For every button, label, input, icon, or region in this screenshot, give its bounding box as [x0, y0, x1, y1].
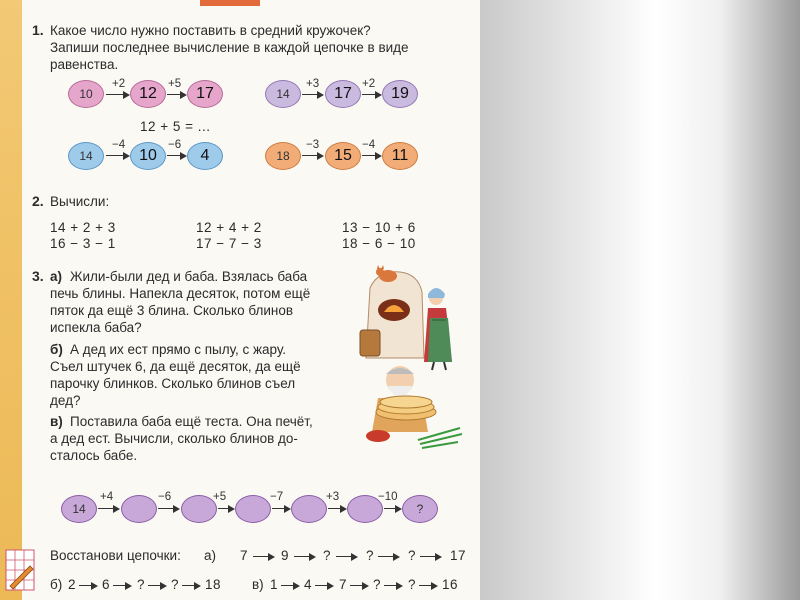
task3-a-label: а) [50, 269, 63, 284]
long-chain-op-3: +5 [213, 491, 227, 503]
long-chain-arrow-5 [328, 508, 345, 509]
restore-b-arrow-3 [148, 585, 165, 586]
chain-c-oval-1: 14 [68, 142, 104, 170]
chain-c-arrow-2 [167, 155, 185, 156]
restore-c-label: в) [252, 577, 264, 592]
chain-d-oval-2: 15 [325, 142, 361, 170]
notebook-grid-pencil-icon [2, 548, 38, 592]
task1-number: 1. [32, 22, 44, 38]
background-gradient [480, 0, 800, 600]
restore-c-item-2: 4 [304, 577, 313, 592]
task2-number: 2. [32, 193, 44, 209]
long-chain-start: 14 [61, 495, 97, 523]
restore-b-item-2: 6 [102, 577, 111, 592]
long-chain-oval-2 [121, 495, 157, 523]
chain-b-oval-3: 19 [382, 80, 418, 108]
bowl-illustration [366, 430, 390, 442]
long-chain-end: ? [402, 495, 438, 523]
chain-b-op-2: +2 [362, 78, 376, 90]
long-chain-arrow-2 [158, 508, 178, 509]
task3-a-line1: Жили-были дед и баба. Взялась баба [70, 269, 308, 284]
chain-d-oval-1: 18 [265, 142, 301, 170]
restore-c-item-6: 16 [442, 577, 459, 592]
chain-b-op-1: +3 [306, 78, 320, 90]
task1-line3: равенства. [50, 57, 119, 72]
restore-c-item-4: ? [373, 577, 382, 592]
chain-d-op-1: −3 [306, 139, 320, 151]
restore-a-arrow-2 [294, 556, 314, 557]
chain-c-arrow-1 [106, 155, 128, 156]
long-chain-arrow-4 [272, 508, 289, 509]
restore-b-item-4: ? [171, 577, 180, 592]
restore-a-arrow-3 [336, 556, 356, 557]
long-chain-arrow-1 [98, 508, 118, 509]
restore-b-label: б) [50, 577, 63, 592]
restore-a-label: а) [204, 548, 217, 563]
chain-a-oval-1: 10 [68, 80, 104, 108]
task3-b-line2: Съел штучек 6, да ещё десяток, да ещё [50, 359, 301, 374]
task2-expr-6: 18 − 6 − 10 [342, 236, 416, 251]
task3-a-line2: печь блины. Напекла десяток, потом ещё [50, 286, 311, 301]
chain-c-oval-3: 4 [187, 142, 223, 170]
task3-c-line2: а дед ест. Вычисли, сколько блинов до- [50, 431, 298, 446]
grandma-illustration [424, 288, 452, 370]
task1-line2: Запиши последнее вычисление в каждой цепочке в виде [50, 40, 409, 55]
chain-c-oval-2: 10 [130, 142, 166, 170]
long-chain-op-5: +3 [326, 491, 340, 503]
restore-c-arrow-1 [281, 585, 298, 586]
restore-b-item-3: ? [137, 577, 146, 592]
restore-c-item-5: ? [408, 577, 417, 592]
restore-a-item-3: ? [323, 548, 332, 563]
restore-c-arrow-5 [419, 585, 436, 586]
restore-a-item-5: ? [408, 548, 417, 563]
restore-a-arrow-1 [253, 556, 273, 557]
chain-b-oval-1: 14 [265, 80, 301, 108]
page-edge-strip [0, 0, 22, 600]
restore-a-item-4: ? [366, 548, 375, 563]
chain-a-arrow-1 [106, 94, 128, 95]
chain-c-op-1: −4 [112, 139, 126, 151]
task3-c-line3: сталось бабе. [50, 448, 138, 463]
chain-a-op-1: +2 [112, 78, 126, 90]
chain-c-op-2: −6 [168, 139, 182, 151]
long-chain-oval-5 [291, 495, 327, 523]
chain-a-oval-3: 17 [187, 80, 223, 108]
restore-title: Восстанови цепочки: [50, 548, 181, 563]
task2-expr-3: 12 + 4 + 2 [196, 220, 262, 235]
barrel-illustration [360, 330, 380, 356]
restore-b-arrow-4 [182, 585, 199, 586]
chain-a-oval-2: 12 [130, 80, 166, 108]
illustration-grandparents-pancakes [348, 262, 466, 458]
restore-a-arrow-5 [420, 556, 440, 557]
long-chain-op-6: −10 [378, 491, 398, 503]
task3-number: 3. [32, 268, 44, 284]
task3-c-label: в) [50, 414, 63, 429]
restore-b-item-5: 18 [205, 577, 222, 592]
long-chain-arrow-3 [218, 508, 233, 509]
chain-d-arrow-2 [362, 155, 380, 156]
task2-title: Вычисли: [50, 194, 110, 209]
restore-c-arrow-2 [315, 585, 332, 586]
long-chain-oval-3 [181, 495, 217, 523]
restore-b-arrow-2 [113, 585, 130, 586]
chain-d-arrow-1 [302, 155, 322, 156]
chain-b-arrow-1 [302, 94, 322, 95]
long-chain-op-1: +4 [100, 491, 114, 503]
long-chain-op-4: −7 [270, 491, 284, 503]
restore-c-item-1: 1 [270, 577, 279, 592]
restore-a-item-6: 17 [450, 548, 467, 563]
task3-a-line4: испекла баба? [50, 320, 142, 335]
task3-b-line4: дед? [50, 393, 81, 408]
task2-expr-5: 13 − 10 + 6 [342, 220, 416, 235]
task1-example: 12 + 5 = ... [140, 119, 211, 134]
task2-expr-4: 17 − 7 − 3 [196, 236, 262, 251]
chain-d-oval-3: 11 [382, 142, 418, 170]
task3-b-line1: А дед их ест прямо с пылу, с жару. [70, 342, 287, 357]
task3-c-line1: Поставила баба ещё теста. Она печёт, [70, 414, 313, 429]
pancakes-illustration [376, 396, 436, 420]
chain-a-arrow-2 [167, 94, 185, 95]
task1-line1: Какое число нужно поставить в средний кружочек? [50, 23, 371, 38]
task2-expr-1: 14 + 2 + 3 [50, 220, 116, 235]
chain-d-op-2: −4 [362, 139, 376, 151]
task3-b-label: б) [50, 342, 63, 357]
task3-b-line3: парочку блинков. Сколько блинов съел [50, 376, 296, 391]
restore-a-item-2: 9 [281, 548, 290, 563]
task3-a-line3: пяток да ещё 3 блина. Сколько блинов [50, 303, 294, 318]
task2-expr-2: 16 − 3 − 1 [50, 236, 116, 251]
chain-a-op-2: +5 [168, 78, 182, 90]
long-chain-arrow-6 [384, 508, 400, 509]
long-chain-oval-4 [235, 495, 271, 523]
restore-b-item-1: 2 [68, 577, 77, 592]
chain-b-arrow-2 [362, 94, 380, 95]
restore-c-arrow-3 [350, 585, 367, 586]
restore-a-item-1: 7 [240, 548, 249, 563]
restore-c-item-3: 7 [339, 577, 348, 592]
restore-a-arrow-4 [378, 556, 398, 557]
chain-b-oval-2: 17 [325, 80, 361, 108]
header-accent [200, 0, 260, 6]
restore-c-arrow-4 [384, 585, 401, 586]
restore-b-arrow-1 [79, 585, 96, 586]
long-chain-op-2: −6 [158, 491, 172, 503]
